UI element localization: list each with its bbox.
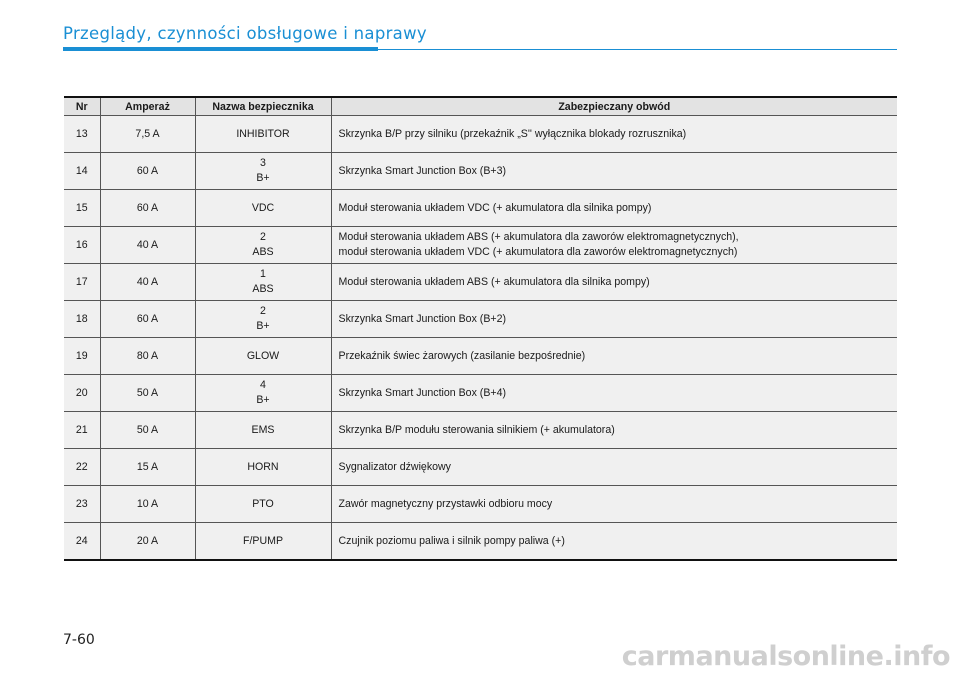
- circuit-line: Skrzynka B/P modułu sterowania silnikiem (+ akumulatora): [338, 423, 615, 436]
- fuse-name-cell: [195, 153, 331, 190]
- protected-circuit-cell: [331, 227, 897, 264]
- protected-circuit-cell: [331, 153, 897, 190]
- protected-circuit-cell: [331, 523, 897, 561]
- header-divider: [378, 49, 897, 50]
- amperage-cell: 60 A: [100, 190, 195, 227]
- fuse-name-line: HORN: [247, 460, 279, 473]
- fuse-name-line: B+: [256, 320, 270, 332]
- title-underline: [63, 47, 378, 51]
- amperage-cell: 80 A: [100, 338, 195, 375]
- watermark: carmanualsonline.info: [621, 641, 950, 672]
- fuse-name-cell: [195, 264, 331, 301]
- fuse-name-line: GLOW: [246, 349, 280, 362]
- circuit-line: Przekaźnik świec żarowych (zasilanie bezpośrednie): [338, 349, 586, 362]
- amperage-cell: 60 A: [100, 301, 195, 338]
- table-row: [64, 301, 897, 338]
- fuse-number-cell: 15: [64, 190, 100, 227]
- fuse-name-cell: [195, 301, 331, 338]
- table-row: [64, 486, 897, 523]
- fuse-number-cell: 14: [64, 153, 100, 190]
- fuse-name-cell: [195, 523, 331, 561]
- fuse-number-cell: 19: [64, 338, 100, 375]
- fuse-name-cell: [195, 227, 331, 264]
- amperage-cell: 50 A: [100, 375, 195, 412]
- fuse-name-line: 4: [260, 379, 266, 391]
- fuse-number-cell: 13: [64, 116, 100, 153]
- circuit-line: Moduł sterowania układem ABS (+ akumulatora dla zaworów elektromagnetycznych),: [338, 231, 739, 243]
- protected-circuit-cell: [331, 338, 897, 375]
- protected-circuit-cell: [331, 449, 897, 486]
- fuse-name-cell: [195, 449, 331, 486]
- table-row: [64, 523, 897, 561]
- amperage-cell: 40 A: [100, 227, 195, 264]
- amperage-cell: 20 A: [100, 523, 195, 561]
- circuit-line: Zawór magnetyczny przystawki odbioru mocy: [338, 497, 553, 510]
- amperage-cell: 60 A: [100, 153, 195, 190]
- fuse-name-cell: [195, 412, 331, 449]
- fuse-number-cell: 21: [64, 412, 100, 449]
- column-header-nr: Nr: [64, 97, 100, 116]
- circuit-line: Moduł sterowania układem VDC (+ akumulatora dla silnika pompy): [338, 201, 652, 214]
- fuse-number-cell: 22: [64, 449, 100, 486]
- table-row: [64, 153, 897, 190]
- fuse-name-line: 2: [260, 231, 266, 243]
- circuit-line: Skrzynka B/P przy silniku (przekaźnik „S'' wyłącznika blokady rozrusznika): [338, 127, 687, 140]
- table-row: [64, 116, 897, 153]
- circuit-line: Skrzynka Smart Junction Box (B+2): [338, 312, 507, 325]
- fuse-number-cell: 18: [64, 301, 100, 338]
- section-title: Przeglądy, czynności obsługowe i naprawy: [63, 24, 427, 43]
- table-row: [64, 449, 897, 486]
- fuse-name-line: B+: [256, 172, 270, 184]
- column-header-fuse-name: Nazwa bezpiecznika: [195, 97, 331, 116]
- fuse-name-line: B+: [256, 394, 270, 406]
- fuse-name-line: VDC: [251, 201, 275, 214]
- protected-circuit-cell: [331, 486, 897, 523]
- fuse-number-cell: 23: [64, 486, 100, 523]
- table-row: [64, 227, 897, 264]
- protected-circuit-cell: [331, 412, 897, 449]
- amperage-cell: 7,5 A: [100, 116, 195, 153]
- fuse-name-line: F/PUMP: [242, 534, 284, 547]
- fuse-table: [64, 96, 897, 561]
- table-header-row: [64, 97, 897, 116]
- fuse-number-cell: 20: [64, 375, 100, 412]
- fuse-name-line: 3: [260, 157, 266, 169]
- fuse-name-line: PTO: [252, 497, 274, 510]
- fuse-number-cell: 16: [64, 227, 100, 264]
- circuit-line: Moduł sterowania układem ABS (+ akumulatora dla silnika pompy): [338, 275, 650, 288]
- fuse-name-line: ABS: [252, 246, 274, 258]
- page-number: 7-60: [63, 632, 95, 648]
- amperage-cell: 50 A: [100, 412, 195, 449]
- circuit-line: moduł sterowania układem VDC (+ akumulatora dla zaworów elektromagnetycznych): [338, 246, 738, 258]
- protected-circuit-cell: [331, 190, 897, 227]
- circuit-line: Sygnalizator dźwiękowy: [338, 460, 451, 473]
- fuse-name-line: 1: [260, 268, 266, 280]
- fuse-number-cell: 17: [64, 264, 100, 301]
- fuse-name-cell: [195, 338, 331, 375]
- amperage-cell: 40 A: [100, 264, 195, 301]
- column-header-protected-circuit: Zabezpieczany obwód: [331, 97, 897, 116]
- protected-circuit-cell: [331, 116, 897, 153]
- table-row: [64, 264, 897, 301]
- fuse-name-cell: [195, 486, 331, 523]
- amperage-cell: 10 A: [100, 486, 195, 523]
- column-header-amperage: Amperaż: [100, 97, 195, 116]
- fuse-name-line: INHIBITOR: [236, 127, 290, 140]
- protected-circuit-cell: [331, 264, 897, 301]
- protected-circuit-cell: [331, 375, 897, 412]
- fuse-name-line: 2: [260, 305, 266, 317]
- circuit-line: Skrzynka Smart Junction Box (B+4): [338, 386, 507, 399]
- amperage-cell: 15 A: [100, 449, 195, 486]
- table-row: [64, 338, 897, 375]
- table-row: [64, 375, 897, 412]
- circuit-line: Skrzynka Smart Junction Box (B+3): [338, 164, 507, 177]
- fuse-name-line: EMS: [251, 423, 275, 436]
- table-row: [64, 190, 897, 227]
- circuit-line: Czujnik poziomu paliwa i silnik pompy paliwa (+): [338, 534, 565, 547]
- protected-circuit-cell: [331, 301, 897, 338]
- fuse-name-cell: [195, 116, 331, 153]
- fuse-name-cell: [195, 375, 331, 412]
- fuse-name-cell: [195, 190, 331, 227]
- table-row: [64, 412, 897, 449]
- fuse-name-line: ABS: [252, 283, 274, 295]
- fuse-number-cell: 24: [64, 523, 100, 561]
